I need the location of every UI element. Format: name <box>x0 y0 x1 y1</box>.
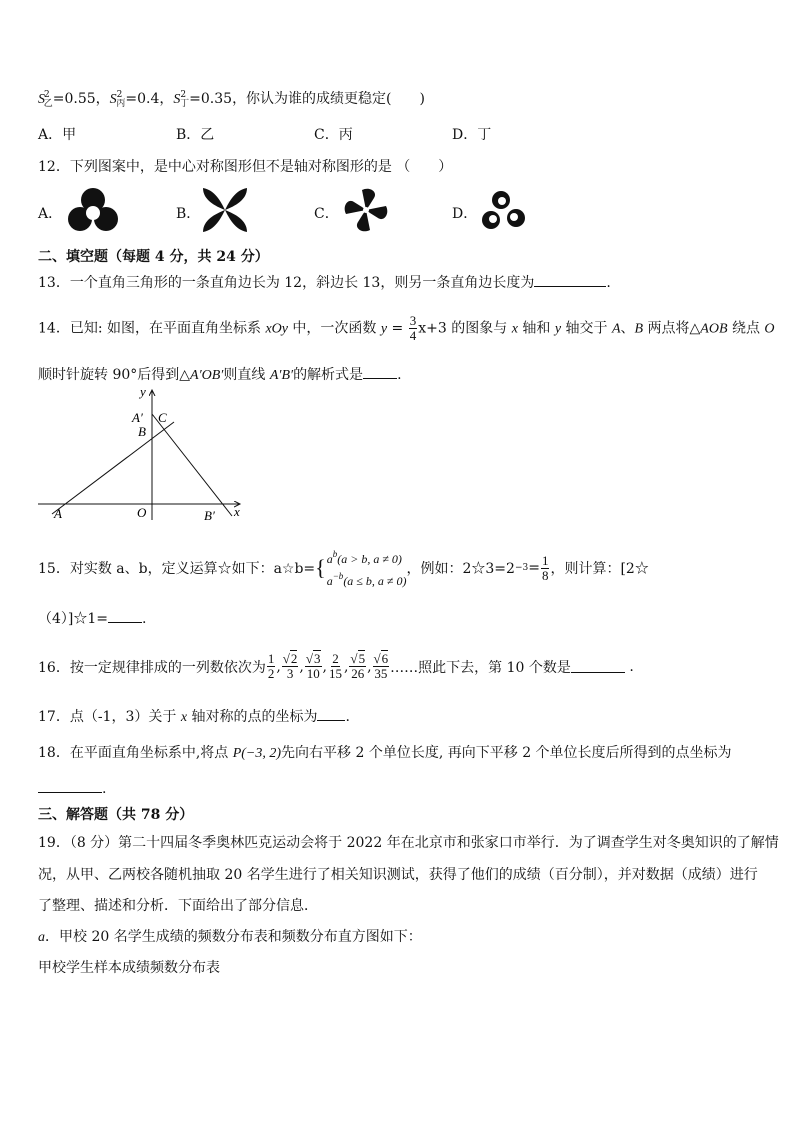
q11-variance-line: $S^2_乙=0.55$，$S^2_丙=0.4$，$S^2_丁=0.35$，你认为谁的成绩更稳定( ) <box>38 90 425 109</box>
three-leaf-figure-icon <box>476 186 530 234</box>
three-ring-figure-icon <box>64 187 122 233</box>
coordinate-figure <box>34 384 254 524</box>
section-3-title: 三、解答题（共 78 分） <box>38 807 194 823</box>
section-2-title: 二、填空题（每题 4 分，共 24 分） <box>38 249 269 265</box>
q11-option-d: D．丁 <box>452 127 492 143</box>
pinwheel-figure-icon <box>340 186 392 234</box>
label-b-prime: B′ <box>204 508 215 523</box>
q15-line2: （4）]☆1= . <box>38 611 147 627</box>
q18-answer-line: . <box>38 780 106 797</box>
q12-option-a: A． <box>38 206 63 222</box>
q16-fraction-3: $\frac{√3}{10}$ <box>305 651 321 681</box>
label-b: B <box>138 424 146 439</box>
line-a-prime-b-prime <box>152 414 232 516</box>
label-a-prime: A′ <box>132 410 143 425</box>
q13-answer-blank <box>534 274 606 287</box>
q15-fraction: $\frac{1}{8}$ <box>541 552 549 583</box>
q19-line1: 19．（8 分）第二十四届冬季奥林匹克运动会将于 2022 年在北京市和张家口市举行．为了调查学生对冬奥知识的了解情 <box>38 835 779 851</box>
line-ab <box>52 422 174 514</box>
q16-answer-blank <box>571 660 625 673</box>
q12-stem: 12．下列图案中，是中心对称图形但不是轴对称图形的是 （ ） <box>38 159 453 175</box>
x-axis-label: x <box>234 504 240 519</box>
four-petal-figure-icon <box>200 186 250 234</box>
q14-answer-blank <box>363 366 397 379</box>
q16-fraction-6: $\frac{√6}{35}$ <box>373 651 389 681</box>
q13-text: 13．一个直角三角形的一条直角边长为 12，斜边长 13，则另一条直角边长度为 . <box>38 275 611 291</box>
q12-option-c: C． <box>314 206 339 222</box>
q18-answer-blank <box>38 780 102 793</box>
q11-option-a: A．甲 <box>38 127 77 143</box>
q16-fraction-4: $\frac{2}{15}$ <box>328 651 342 681</box>
label-a: A <box>54 506 62 521</box>
q16-fraction-5: $\frac{√5}{26}$ <box>350 651 366 681</box>
q16-line: 16．按一定规律排成的一列数依次为 $\frac{1}{2}$ , $\frac{√2}{3}$ , $\frac{√3}{10}$ , $\frac{2}{15}$ , $\frac{√5}{26}$ , $\frac{√6}{35}$ ……照此下去，第 10 个数是 . <box>38 651 634 681</box>
q12-option-b: B． <box>176 206 201 222</box>
y-axis-label: y <box>140 384 146 399</box>
label-o: O <box>137 505 147 520</box>
q18-line: 18．在平面直角坐标系中,将点 P(−3, 2)先向右平移 2 个单位长度, 再向下平移 2 个单位长度后所得到的点坐标为 <box>38 745 732 761</box>
q16-fraction-2: $\frac{√2}{3}$ <box>282 651 298 681</box>
q16-fraction-1: $\frac{1}{2}$ <box>267 651 275 681</box>
q15-answer-blank <box>108 610 142 623</box>
q17-line: 17．点（-1，3）关于 x 轴对称的点的坐标为 . <box>38 709 350 725</box>
q15-line1: 15．对实数 a、b，定义运算☆如下：a☆b= { $a^b(a > b$, a ≠ 0) $a^{-b}(a \le b$, a ≠ 0) ，例如：2☆3=2 −3 = $\frac{1}{8}$ ，则计算：[2☆ <box>38 546 649 590</box>
q17-answer-blank <box>317 708 345 721</box>
q11-option-c: C．丙 <box>314 127 353 143</box>
q19-line5: 甲校学生样本成绩频数分布表 <box>38 960 220 976</box>
q14-fraction: $\frac{3}{4}$ <box>409 313 417 343</box>
q19-line2: 况，从甲、乙两校各随机抽取 20 名学生进行了相关知识测试，获得了他们的成绩（百分制），并对数据（成绩）进行 <box>38 867 758 883</box>
q12-option-d: D． <box>452 206 478 222</box>
label-c: C <box>158 410 167 425</box>
q15-brace: { <box>315 555 326 580</box>
q19-line3: 了整理、描述和分析．下面给出了部分信息． <box>38 898 318 914</box>
q15-piecewise: $a^b(a > b$, a ≠ 0) $a^{-b}(a \le b$, a ≠ 0) <box>326 549 407 588</box>
q11-option-b: B．乙 <box>176 127 215 143</box>
q14-line2: 顺时针旋转 90°后得到△A′OB′则直线 A′B′的解析式是 . <box>38 367 402 383</box>
q19-line4: a．甲校 20 名学生成绩的频数分布表和频数分布直方图如下： <box>38 929 422 945</box>
q14-line1: 14．已知: 如图，在平面直角坐标系 xOy 中，一次函数 y = $\frac{3}{4}$ x+3 的图象与 x 轴和 y 轴交于 A、B 两点将△AOB 绕点 O <box>38 313 775 343</box>
